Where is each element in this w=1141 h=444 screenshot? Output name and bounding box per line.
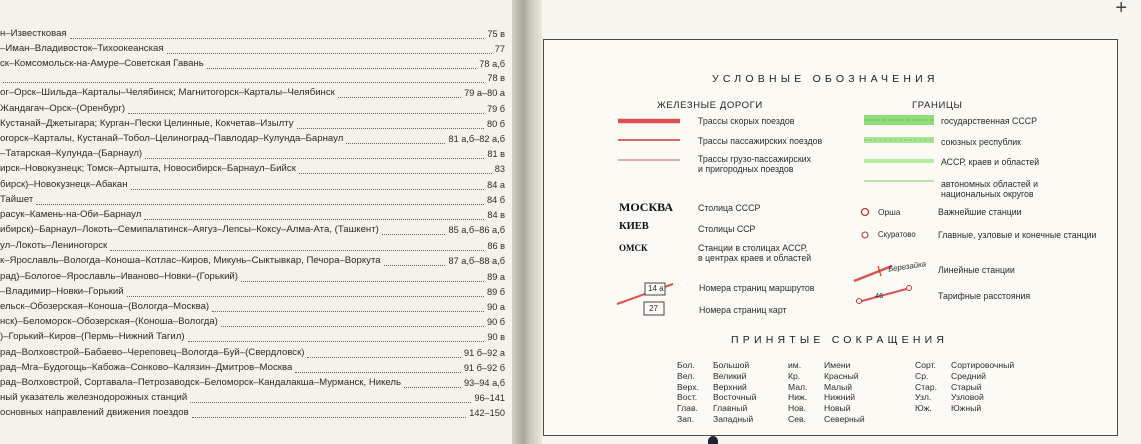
abbreviation-short: Глав. <box>677 403 698 414</box>
toc-page-number: 87 а,б–88 а,б <box>448 256 505 266</box>
abbreviation-full: Старый <box>951 381 982 392</box>
abbreviation-short: Сорт. <box>915 360 936 370</box>
abbreviation-short: Бол. <box>677 360 695 370</box>
capital-ussr-label: Столица СССР <box>698 203 761 213</box>
main-station-label: Главные, узловые и конечные станции <box>938 230 1097 240</box>
toc-page-number: 90 а <box>487 302 505 312</box>
abbreviations-title: ПРИНЯТЫЕ СОКРАЩЕНИЯ <box>731 334 949 346</box>
toc-leader <box>382 225 446 235</box>
abbreviation-full: Красный <box>824 370 859 381</box>
toc-page <box>0 0 512 444</box>
toc-page-number: 80 б <box>486 119 505 129</box>
abbreviation-row <box>677 414 756 425</box>
toc-row <box>0 373 505 389</box>
major-station-label: Важнейшие станции <box>938 207 1022 217</box>
toc-row <box>0 99 505 115</box>
toc-entry: расук–Камень-на-Оби–Барнаул <box>0 209 142 220</box>
abbreviation-full: Большой <box>713 360 750 370</box>
toc-leader <box>110 241 484 251</box>
capital-ssr-sample: КИЕВ <box>619 221 649 232</box>
abbreviation-short: Зап. <box>677 413 695 424</box>
toc-entry: к–Ярославль–Вологда–Коноша–Котлас–Киров, Микунь–Сыктывкар, Печора–Воркута <box>0 255 381 266</box>
abbreviation-row <box>788 414 865 425</box>
toc-entry: ул–Локоть–Лениногорск <box>0 240 108 251</box>
toc-page-number: 142–150 <box>469 408 505 418</box>
toc-leader <box>36 195 484 205</box>
toc-entry: ельск–Обозерская–Коноша–(Вологда–Москва) <box>0 301 210 312</box>
toc-page-number: 81 в <box>487 149 505 159</box>
toc-row <box>0 251 505 267</box>
abbreviation-row <box>915 382 1014 393</box>
abbreviation-full: Нижний <box>824 392 856 403</box>
line-station-label: Линейные станции <box>938 265 1015 275</box>
abbreviation-short: Верх. <box>677 381 699 392</box>
toc-entry: нск)–Беломорск–Обозерская–(Коноша–Вологда) <box>0 316 218 327</box>
republic-border-label: союзных республик <box>941 137 1022 147</box>
borders-section-title: ГРАНИЦЫ <box>912 100 963 111</box>
toc-row <box>0 236 505 252</box>
toc-row <box>0 24 505 40</box>
toc-entry: рад–Волховстрой, Сортавала–Петрозаводск–Беломорск–Кандалакша–Мурманск, Никель <box>0 377 402 388</box>
ussr-border-label: государственная СССР <box>941 116 1037 126</box>
toc-page-number: 79 а–80 а <box>464 88 505 98</box>
tariff-distance-label: Тарифные расстояния <box>938 291 1031 301</box>
abbreviation-full: Западный <box>713 413 754 424</box>
toc-leader <box>128 104 484 114</box>
abbreviation-row <box>677 392 756 403</box>
toc-leader <box>384 256 446 266</box>
toc-entry: ог–Орск–Шильда–Карталы–Челябинск; Магнитогорск–Карталы–Челябинск <box>0 87 335 98</box>
toc-row <box>0 327 505 343</box>
toc-leader <box>307 348 460 358</box>
toc-row <box>0 68 505 84</box>
abbreviation-full: Главный <box>713 403 748 414</box>
toc-page-number: 81 а,б–82 а,б <box>448 134 505 144</box>
toc-entry: основных направлений движения поездов <box>0 407 189 418</box>
freight-route-label-1: Трассы грузо-пассажирских <box>698 154 811 164</box>
assr-border-label: АССР, краев и областей <box>941 157 1040 167</box>
abbreviation-row <box>677 382 756 393</box>
abbreviation-short: Узл. <box>915 392 932 403</box>
toc-leader <box>145 149 484 159</box>
abbreviation-full: Верхний <box>713 381 747 392</box>
abbreviation-short: Мал. <box>788 381 808 392</box>
capital-ussr-sample: МОСКВА <box>619 200 674 214</box>
tariff-distance-icon <box>854 284 914 306</box>
toc-row <box>0 312 505 328</box>
toc-row <box>0 205 505 221</box>
auto-border-label-1: автономных областей и <box>941 179 1039 189</box>
toc-row <box>0 403 505 419</box>
toc-entry: ибирск)–Барнаул–Локоть–Семипалатинск–Аягуз–Лепсы–Коксу–Алма-Ата, (Ташкент) <box>0 224 379 235</box>
abbreviation-short: Вел. <box>677 370 695 381</box>
legend-title: УСЛОВНЫЕ ОБОЗНАЧЕНИЯ <box>712 73 939 85</box>
abbreviation-full: Малый <box>824 381 853 392</box>
toc-row <box>0 159 505 175</box>
abbreviation-short: Нов. <box>788 403 806 414</box>
abbreviation-full: Южный <box>951 403 982 414</box>
abbreviation-full: Северный <box>824 413 865 424</box>
toc-page-number: 84 в <box>487 210 505 220</box>
toc-leader <box>212 302 484 312</box>
abbreviation-full: Сортировочный <box>951 360 1015 370</box>
toc-page-number: 83 <box>494 164 505 174</box>
toc-row <box>0 282 505 298</box>
toc-entry: н–Известковая <box>0 28 67 39</box>
toc-entry: рад–Мга–Будогощь–Кабожа–Сонково–Калязин–Дмитров–Москва <box>0 362 293 373</box>
toc-leader <box>297 119 484 129</box>
capital-assr-sample: ОМСК <box>619 243 648 253</box>
toc-leader <box>131 180 485 190</box>
freight-route-label-2: и пригородных поездов <box>698 164 794 174</box>
toc-entry: Жандагач–Орск–(Оренбург) <box>0 103 126 114</box>
route-page-label: Номера страниц маршрутов <box>699 283 815 293</box>
toc-page-number: 78 в <box>487 73 505 83</box>
toc-row <box>0 358 505 374</box>
toc-page-number: 91 б–92 а <box>463 348 505 358</box>
abbreviation-short: Ниж. <box>788 392 808 403</box>
toc-entry: )–Горький–Киров–(Пермь–Нижний Тагил) <box>0 331 185 342</box>
toc-entry: Кустанай–Джетыгара; Курган–Пески Целинные, Кокчетав–Изылту <box>0 118 294 129</box>
toc-row <box>0 175 505 191</box>
toc-leader <box>221 317 484 327</box>
abbreviation-short: Ср. <box>915 370 929 381</box>
toc-leader <box>188 332 485 342</box>
map-page-code: 27 <box>649 304 658 313</box>
main-station-icon <box>860 230 870 240</box>
toc-page-number: 79 б <box>486 104 505 114</box>
toc-leader <box>167 44 492 54</box>
abbreviation-short: Юж. <box>915 403 932 414</box>
toc-row <box>0 114 505 130</box>
abbreviation-row <box>915 403 1014 414</box>
toc-entry: –Татарская–Кулунда–(Барнаул) <box>0 148 143 159</box>
passenger-route-label: Трассы пассажирских поездов <box>698 136 823 146</box>
border-symbols <box>864 115 934 193</box>
toc-row <box>0 343 505 359</box>
abbreviation-row <box>677 360 756 371</box>
toc-entry: бирск)–Новокузнецк–Абакан <box>0 179 128 190</box>
abbreviation-short: Сев. <box>788 413 806 424</box>
toc-leader <box>295 363 460 373</box>
toc-page-number: 90 б <box>486 317 505 327</box>
toc-row <box>0 144 505 160</box>
toc-leader <box>144 210 484 220</box>
toc-leader <box>404 378 461 388</box>
abbreviation-row <box>915 392 1014 403</box>
toc-page-number: 75 в <box>487 29 505 39</box>
toc-leader <box>70 29 485 39</box>
abbreviation-full: Великий <box>713 370 747 381</box>
route-page-code: 14 а <box>648 284 664 293</box>
toc-page-number: 84 б <box>486 195 505 205</box>
ink-blot-icon <box>708 436 718 444</box>
toc-page-number: 89 б <box>486 287 505 297</box>
abbreviation-row <box>677 371 756 382</box>
toc-entry: ный указатель железнодорожных станций <box>0 392 188 403</box>
toc-leader <box>127 287 484 297</box>
toc-page-number: 84 а <box>487 180 505 190</box>
toc-row <box>0 267 505 283</box>
toc-leader <box>3 73 484 83</box>
toc-entry: ирск–Новокузнецк; Томск–Артышта, Новосибирск–Барнаул–Бийск <box>0 163 296 174</box>
toc-leader <box>299 164 492 174</box>
abbreviation-row <box>788 371 865 382</box>
abbreviations-column-2 <box>788 360 865 425</box>
capital-assr-label-2: в центрах краев и областей <box>698 253 812 263</box>
abbreviation-full: Восточный <box>713 392 757 403</box>
abbreviation-row <box>677 403 756 414</box>
abbreviation-short: Кр. <box>788 370 801 381</box>
toc-entry: Тайшет <box>0 194 34 205</box>
abbreviation-full: Новый <box>824 403 851 414</box>
express-route-label: Трассы скорых поездов <box>698 116 795 126</box>
toc-page-number: 90 в <box>487 332 505 342</box>
abbreviation-full: Средний <box>951 370 986 381</box>
capital-ssr-label: Столицы ССР <box>698 224 756 234</box>
abbreviation-short: им. <box>788 360 802 370</box>
toc-row <box>0 83 505 99</box>
toc-row <box>0 39 505 55</box>
abbreviation-row <box>788 403 865 414</box>
toc-page-number: 93–94 а,б <box>463 378 505 388</box>
assr-border-band <box>864 159 934 163</box>
ussr-border-band <box>864 115 934 125</box>
toc-leader <box>241 272 484 282</box>
abbreviation-row <box>788 392 865 403</box>
book-spine <box>512 0 542 444</box>
capital-assr-label-1: Станции в столицах АССР, <box>698 243 808 253</box>
toc-page-number: 85 а,б–86 а,б <box>448 225 505 235</box>
line-station-sample: Березайка <box>887 259 927 274</box>
main-station-sample: Скуратово <box>878 230 916 239</box>
toc-page-number: 91 б–92 б <box>463 363 505 373</box>
abbreviation-full: Имени <box>824 360 851 370</box>
toc-row <box>0 297 505 313</box>
toc-entry: –Владимир–Новки–Горький <box>0 286 124 297</box>
abbreviation-short: Вост. <box>677 392 698 403</box>
toc-page-number: 89 а <box>487 272 505 282</box>
toc-leader <box>338 88 461 98</box>
abbreviation-full: Узловой <box>951 392 984 403</box>
toc-leader <box>192 408 467 418</box>
abbreviations-column-1 <box>677 360 756 425</box>
toc-row <box>0 388 505 404</box>
toc-entry: ск–Комсомольск-на-Амуре–Советская Гавань <box>0 58 204 69</box>
map-page-label: Номера страниц карт <box>699 305 787 315</box>
abbreviation-row <box>915 360 1014 371</box>
railway-symbols <box>618 117 680 169</box>
major-station-sample: Орша <box>878 207 901 217</box>
toc-page-number: 78 а,б <box>479 59 505 69</box>
abbreviation-row <box>788 360 865 371</box>
auto-border-label-2: национальных округов <box>941 189 1034 199</box>
toc-entry: рад)–Бологое–Ярославль–Иваново–Новки–(Горький) <box>0 271 238 282</box>
toc-page-number: 86 в <box>487 241 505 251</box>
abbreviations-column-3 <box>915 360 1014 414</box>
toc-row <box>0 129 505 145</box>
toc-page-number: 96–141 <box>474 393 505 403</box>
toc-leader <box>346 134 445 144</box>
toc-entry: –Иман–Владивосток–Тихоокеанская <box>0 43 164 54</box>
abbreviation-row <box>788 382 865 393</box>
abbreviation-short: Стар. <box>915 381 937 392</box>
toc-row <box>0 220 505 236</box>
toc-page-number: 77 <box>494 44 505 54</box>
toc-entry: огорск–Карталы, Кустанай–Тобол–Целиноград–Павлодар–Кулунда–Барнаул <box>0 133 344 144</box>
toc-entry: рад–Волховстрой–Бабаево–Череповец–Вологда–Буй–(Свердловск) <box>0 347 305 358</box>
crop-mark-icon: + <box>1115 0 1127 19</box>
major-station-icon <box>860 207 870 217</box>
abbreviation-row <box>915 371 1014 382</box>
toc-leader <box>190 393 471 403</box>
railways-section-title: ЖЕЛЕЗНЫЕ ДОРОГИ <box>657 100 763 111</box>
tariff-distance-code: 46 <box>875 291 884 300</box>
toc-row <box>0 190 505 206</box>
